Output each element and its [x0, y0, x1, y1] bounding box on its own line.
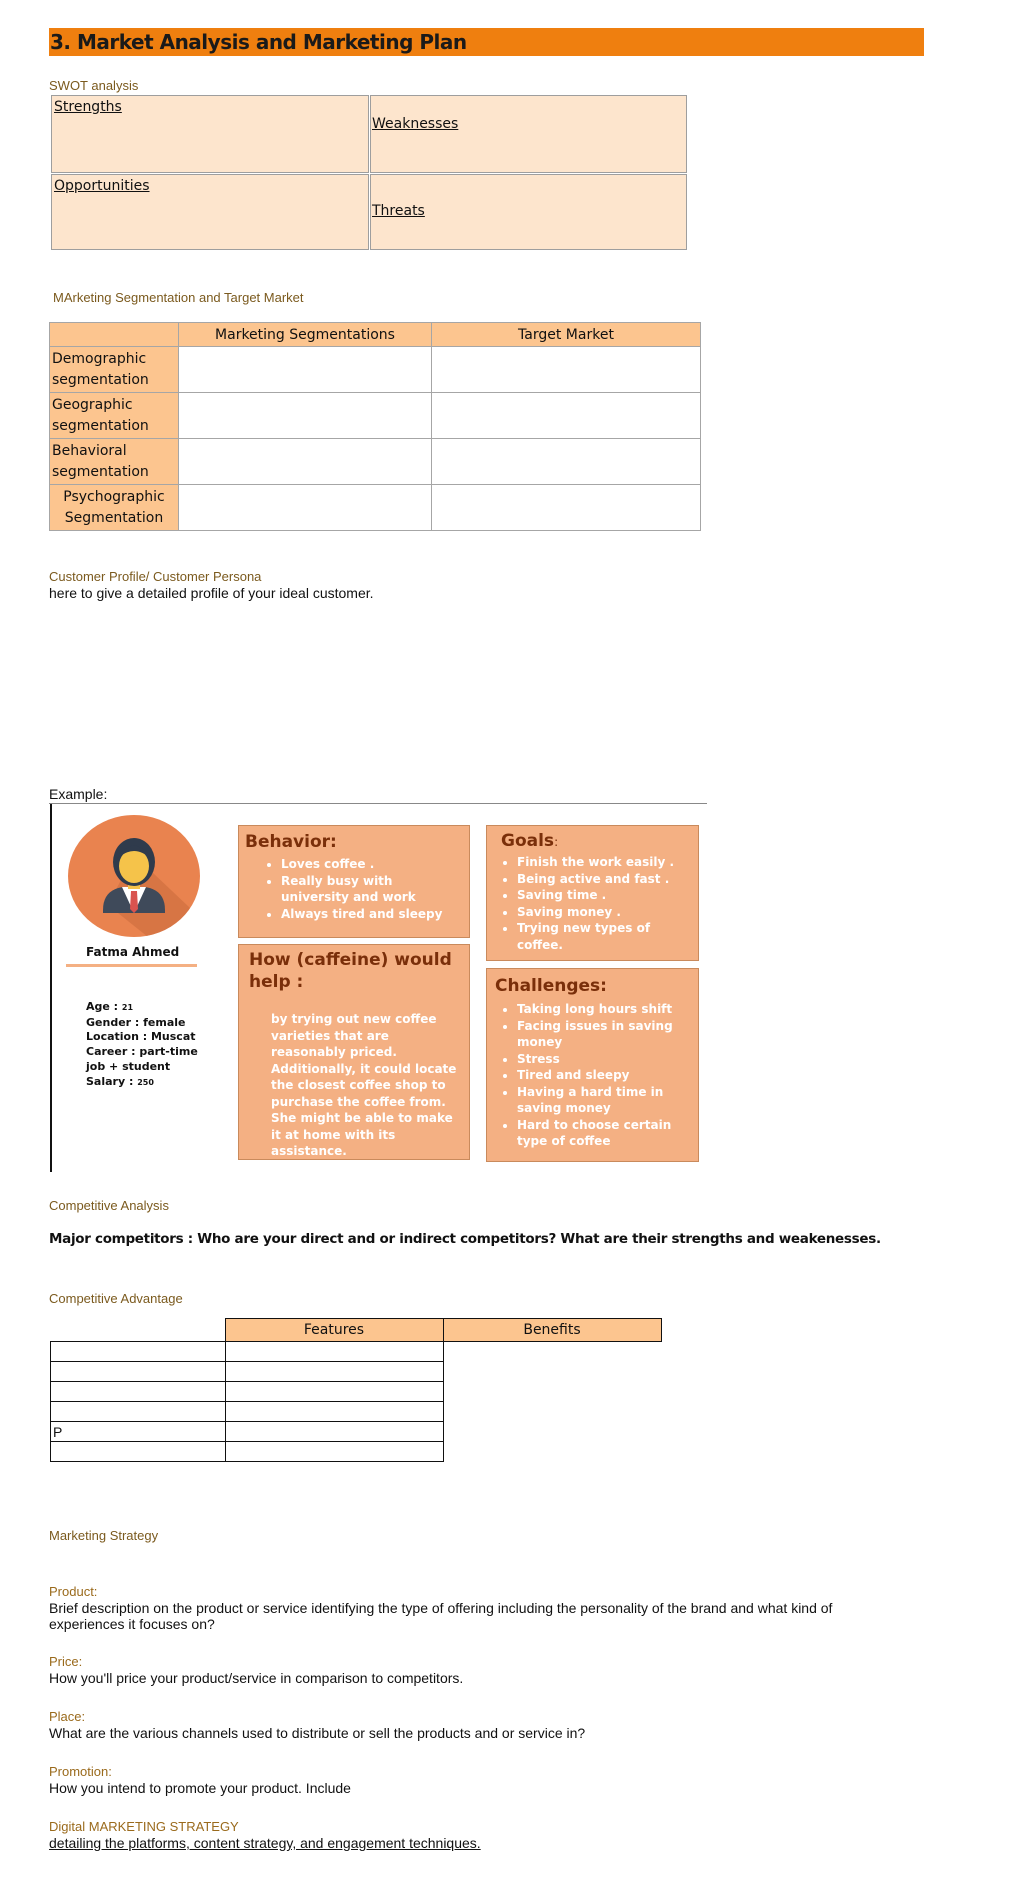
advantage-cell[interactable] — [51, 1402, 226, 1422]
persona-stats — [86, 1000, 198, 1090]
segmentation-table — [49, 322, 701, 531]
target-cell[interactable] — [432, 439, 701, 485]
advantage-cell[interactable] — [51, 1342, 226, 1362]
advantage-cell[interactable] — [225, 1442, 443, 1462]
product-text: Brief description on the product or service identifying the type of offering including the personality of the brand and what kind of experiences it focuses on? — [49, 1600, 833, 1632]
advantage-cell-p[interactable]: P — [51, 1422, 226, 1442]
persona-top-rule — [49, 803, 707, 804]
swot-strengths-label: Strengths — [54, 99, 122, 115]
goals-item: • Saving money . — [517, 904, 688, 921]
segmentation-label: MArketing Segmentation and Target Market — [53, 290, 304, 305]
goals-title: Goals: — [501, 831, 559, 851]
price-text: How you'll price your product/service in comparison to competitors. — [49, 1670, 464, 1686]
persona-left-rule — [50, 804, 52, 1172]
goals-item: • Trying new types of coffee. — [517, 920, 688, 953]
advantage-cell[interactable] — [51, 1442, 226, 1462]
swot-threats-label: Threats — [372, 203, 425, 219]
challenges-card — [486, 968, 699, 1162]
target-cell[interactable] — [432, 393, 701, 439]
goals-item: • Finish the work easily . — [517, 854, 688, 871]
price-label: Price: — [49, 1654, 83, 1669]
help-title: How (caffeine) would help : — [249, 950, 452, 992]
advantage-cell[interactable] — [225, 1342, 443, 1362]
segmentation-header-target: Target Market — [432, 323, 701, 347]
place-label: Place: — [49, 1709, 86, 1724]
promotion-label: Promotion: — [49, 1764, 112, 1779]
place-text: What are the various channels used to distribute or sell the products and or service in? — [49, 1725, 586, 1741]
advantage-cell[interactable] — [51, 1362, 226, 1382]
page-title: 3. Market Analysis and Marketing Plan — [50, 30, 467, 54]
persona-description: here to give a detailed profile of your ideal customer. — [49, 585, 374, 601]
advantage-cell[interactable] — [51, 1382, 226, 1402]
goals-card — [486, 825, 699, 961]
advantage-header-benefits: Benefits — [443, 1319, 661, 1342]
challenges-item: • Taking long hours shift — [517, 1001, 696, 1018]
advantage-cell[interactable] — [225, 1362, 443, 1382]
stat-career-detail: job + student — [86, 1059, 171, 1073]
segmentation-header-segmentations: Marketing Segmentations — [179, 323, 432, 347]
digital-text: detailing the platforms, content strategy, and engagement techniques. — [49, 1835, 481, 1851]
example-label: Example: — [49, 786, 108, 802]
challenges-item: • Hard to choose certain type of coffee — [517, 1117, 696, 1150]
advantage-header-features: Features — [225, 1319, 443, 1342]
advantage-label: Competitive Advantage — [49, 1291, 183, 1306]
swot-label: SWOT analysis — [49, 78, 139, 93]
name-underline — [66, 964, 197, 967]
swot-opportunities-cell[interactable] — [51, 174, 369, 250]
competitive-question: Major competitors : Who are your direct and or indirect competitors? What are their strengths and weakenesses. — [49, 1231, 881, 1247]
goals-item: • Being active and fast . — [517, 871, 688, 888]
segmentation-cell[interactable] — [179, 347, 432, 393]
advantage-header-blank — [51, 1319, 226, 1342]
target-cell[interactable] — [432, 347, 701, 393]
challenges-item: • Having a hard time in saving money — [517, 1084, 696, 1117]
segmentation-row-psychographic: Psychographic Segmentation — [50, 485, 179, 531]
advantage-cell[interactable] — [225, 1382, 443, 1402]
digital-label: Digital MARKETING STRATEGY — [49, 1819, 239, 1834]
help-text: by trying out new coffee varieties that are reasonably priced. Additionally, it could locate the closest coffee shop to purchase the coffee from. She might be able to make it at home with its assistance. — [271, 1012, 457, 1158]
segmentation-cell[interactable] — [179, 485, 432, 531]
challenges-item: • Facing issues in saving money — [517, 1018, 696, 1051]
stat-gender: Gender : female — [86, 1015, 186, 1029]
stat-salary: Salary : 250 — [86, 1074, 154, 1088]
behavior-title: Behavior: — [245, 832, 337, 852]
stat-career: Career : part-time — [86, 1045, 198, 1059]
behavior-item: • Really busy with university and work — [281, 873, 463, 906]
advantage-cell[interactable] — [225, 1422, 443, 1442]
persona-name: Fatma Ahmed — [86, 945, 180, 959]
segmentation-cell[interactable] — [179, 393, 432, 439]
swot-strengths-cell[interactable] — [51, 95, 369, 173]
advantage-table — [50, 1318, 662, 1462]
stat-age: Age : 21 — [86, 1000, 134, 1013]
segmentation-header-blank — [50, 323, 179, 347]
promotion-text: How you intend to promote your product. Include — [49, 1780, 351, 1796]
persona-label: Customer Profile/ Customer Persona — [49, 569, 262, 584]
segmentation-row-geographic: Geographic segmentation — [50, 393, 179, 439]
challenges-item: • Stress — [517, 1051, 696, 1068]
segmentation-cell[interactable] — [179, 439, 432, 485]
help-card — [238, 944, 470, 1160]
swot-opportunities-label: Opportunities — [54, 178, 150, 194]
segmentation-row-behavioral: Behavioral segmentation — [50, 439, 179, 485]
stat-location: Location : Muscat — [86, 1030, 196, 1044]
swot-weaknesses-cell[interactable] — [370, 95, 687, 173]
strategy-label: Marketing Strategy — [49, 1528, 159, 1543]
competitive-label: Competitive Analysis — [49, 1198, 169, 1213]
section-title-bar — [49, 28, 924, 56]
advantage-cell[interactable] — [225, 1402, 443, 1422]
behavior-item: • Loves coffee . — [281, 856, 463, 873]
target-cell[interactable] — [432, 485, 701, 531]
challenges-item: • Tired and sleepy — [517, 1067, 696, 1084]
goals-item: • Saving time . — [517, 887, 688, 904]
segmentation-row-demographic: Demographic segmentation — [50, 347, 179, 393]
swot-threats-cell[interactable] — [370, 174, 687, 250]
avatar-icon — [68, 815, 200, 937]
swot-weaknesses-label: Weaknesses — [372, 116, 459, 132]
behavior-item: • Always tired and sleepy — [281, 906, 463, 923]
challenges-title: Challenges: — [495, 976, 607, 996]
behavior-card — [238, 825, 470, 938]
product-label: Product: — [49, 1584, 98, 1599]
